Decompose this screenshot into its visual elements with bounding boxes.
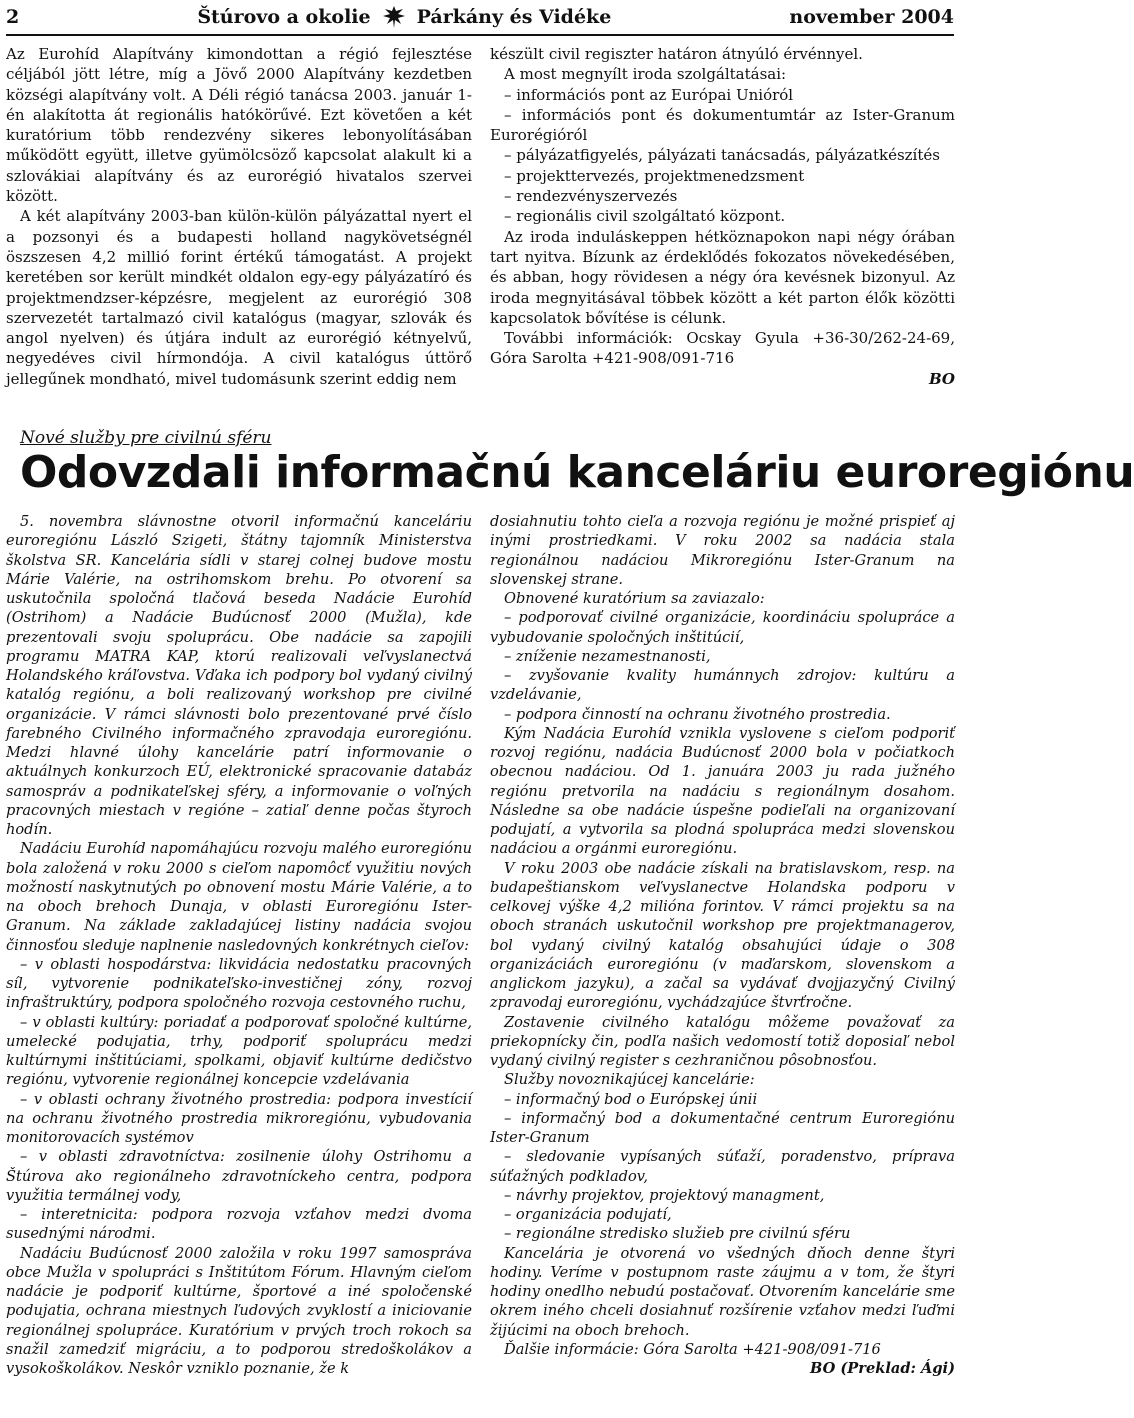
paragraph: Nadáciu Eurohíd napomáhajúcu rozvoju malého euroregiónu bola založená v roku 2000 s cieľom napomôcť využitiu nových možností naskytnutých po obnovení mostu Márie Valérie, a to na oboch brehoch Dunaja, v oblasti Euroregiónu Ister-Granum. Na základe zakladajúcej listiny nadácia svojou činnosťou sleduje naplnenie nasledovných konkrétnych cieľov: [6, 840, 472, 954]
list-item: – organizácia podujatí, [504, 1206, 672, 1223]
list-item: – v oblasti kultúry: poriadať a podporovať spoločné kultúrne, umelecké podujatia, trhy, podporiť spoluprácu medzi kultúrnymi inštitúciami, spolkami, objaviť kultúrne dedičstvo regiónu, vytvorenie regionálnej koncepcie vzdelávania [6, 1013, 472, 1089]
list-item: – podporovať civilné organizácie, koordináciu spolupráce a vybudovanie spoločných inštitúcií, [490, 609, 955, 646]
masthead-title-left: Štúrovo a okolie [197, 6, 371, 28]
list-item: – regionális civil szolgáltató központ. [504, 207, 786, 226]
sk-column-1 [6, 512, 472, 1378]
paragraph: A két alapítvány 2003-ban külön-külön pályázattal nyert el a pozsonyi és a budapesti holland nagykövetségnél öszszesen 4,2 millió forint értékű támogatást. A projekt keretében sor került mindkét oldalon egy-egy pályázatíró és projektmendzser-képzésre, megjelent az eurorégió 308 szervezetét tartalmazó civil katalógus (magyar, szlovák és angol nyelven) és útjára indult az eurorégió kétnyelvű, negyedéves civil hírmondója. A civil katalógus úttörő jellegűnek mondható, mivel tudomásunk szerint eddig nem [6, 207, 472, 388]
services-lead: A most megnyílt iroda szolgáltatásai: [504, 65, 787, 84]
paragraph: 5. novembra slávnostne otvoril informačnú kanceláriu euroregiónu László Szigeti, štátny tajomník Ministerstva školstva SR. Kancelária sídli v starej colnej budove mostu Márie Valérie, na ostrihomskom brehu. Po otvorení sa uskutočnila spoločná tlačová beseda Nadácie Eurohíd (Ostrihom) a Nadácie Budúcnosť 2000 (Mužla), kde prezentovali svoju spoluprácu. Obe nadácie sa zapojili programu MATRA KAP, ktorú realizovali veľvyslanectvá Holandského kráľovstva. Vďaka ich podpory bol vydaný civilný katalóg regiónu, a boli realizovaný workshop pre civilné organizácie. V rámci slávnosti bolo prezentované prvé číslo farebného Civilného informačného zpravodaja euroregiónu. Medzi hlavné úlohy kancelárie patrí informovanie o aktuálnych konkurzoch EÚ, elektronické spracovanie databáz samospráv a podnikateľskej sféry, a informovanie o voľných pracovných miestach v regióne – zatiaľ denne počas štyroch hodín. [6, 513, 472, 838]
headline: Odovzdali informačnú kanceláriu euroregiónu [20, 447, 1134, 498]
list-item: – zníženie nezamestnanosti, [504, 647, 711, 665]
list-item: – információs pont és dokumentumtár az Ister-Granum Eurorégióról [490, 105, 955, 145]
list-item: – projekttervezés, projektmenedzsment [504, 166, 805, 185]
paragraph: készült civil regiszter határon átnyúló érvénnyel. [490, 45, 863, 63]
list-item: – pályázatfigyelés, pályázati tanácsadás, pályázatkészítés [504, 146, 940, 165]
page-header [6, 0, 954, 36]
signature: BO [928, 369, 955, 388]
paragraph: Az Eurohíd Alapítvány kimondottan a régió fejlesztése céljából jött létre, míg a Jövő 2000 Alapítvány kezdetben községi alapítvány volt. A Déli régió tanácsa 2003. január 1-én alakította át regionális hatókörűvé. Ezt követően a két kuratórium több rendezvény sikeres lebonyolításában működött együtt, illetve gyümölcsöző kapcsolat alakult ki a szlovákiai alapítvány és az eurorégió hivatalos szervei között. [6, 45, 472, 206]
contact-info: További információk: Ocskay Gyula +36-30/262-24-69, Góra Sarolta +421-908/091-716 [490, 329, 955, 368]
list-item: – információs pont az Európai Unióról [504, 85, 794, 104]
list-item: – návrhy projektov, projektový managment, [504, 1186, 825, 1204]
list-item: – regionálne stredisko služieb pre civilnú sféru [504, 1225, 851, 1243]
list-item: – zvyšovanie kvality humánnych zdrojov: kultúru a vzdelávanie, [490, 667, 955, 704]
hu-column-2 [490, 44, 955, 389]
list-item: – v oblasti hospodárstva: likvidácia nedostatku pracovných síl, vytvorenie podnikateľsko-investičnej zóny, rozvoj infraštruktúry, podpora spoločného rozvoja cestovného ruchu, [6, 955, 472, 1012]
paragraph: Služby novoznikajúcej kancelárie: [504, 1071, 755, 1089]
list-item: – v oblasti zdravotníctva: zosilnenie úlohy Ostrihomu a Štúrova ako regionálneho zdravotníckeho centra, podpora využitia termálnej vody, [6, 1148, 472, 1204]
paragraph: Az iroda induláskeppen hétköznapokon napi négy órában tart nyitva. Bízunk az érdeklődés fokozatos növekedésében, és abban, hogy rövidesen a négy óra kevésnek bizonyul. Az iroda megnyitásával többek között a két parton élők közötti kapcsolatok bővítése is célunk. [490, 227, 955, 327]
paragraph: Obnovené kuratórium sa zaviazalo: [504, 590, 765, 607]
signature: BO (Preklad: Ági) [809, 1360, 955, 1377]
list-item: – interetnicita: podpora rozvoja vzťahov medzi dvoma susednými národmi. [6, 1206, 472, 1243]
paragraph: Nadáciu Budúcnosť 2000 založila v roku 1997 samospráva obce Mužla v spolupráci s Inštitútom Fórum. Hlavným cieľom nadácie je podporiť kultúrne, športové a iné spoločenské podujatia, ochrana miestnych ľudových zvyklostí a iniciovanie regionálnej spolupráce. Kuratórium v prvých troch rokoch sa snažil zamedziť migráciu, a to podporou stredoškolákov a vysokoškolákov. Neskôr vzniklo poznanie, že k [6, 1244, 472, 1377]
paragraph: Zostavenie civilného katalógu môžeme považovať za priekopnícky čin, podľa našich vedomostí totiž doposiaľ nebol vydaný civilný register s cezhraničnou pôsobnosťou. [490, 1013, 955, 1069]
list-item: – informačný bod o Európskej únii [504, 1090, 758, 1108]
sk-column-2 [490, 512, 955, 1378]
hu-column-1 [6, 44, 472, 389]
masthead [197, 4, 611, 30]
paragraph: dosiahnutiu tohto cieľa a rozvoja regiónu je možné prispieť aj inými prostriedkami. V roku 2002 sa nadácia stala regionálnou nadáciou Mikroregiónu Ister-Granum na slovenskej strane. [490, 513, 955, 588]
paragraph: Kým Nadácia Eurohíd vznikla vyslovene s cieľom podporiť rozvoj regiónu, nadácia Budúcnosť 2000 bola v počiatkoch obecnou nadáciou. Od 1. januára 2003 ju rada južného regiónu pretvorila na nadáciu s regionálnym dosahom. Následne sa obe nadácie úspešne podieľali na organizovaní podujatí, a vytvorila sa plodná spolupráca medzi slovenskou nadáciou a orgánmi euroregiónu. [490, 724, 955, 858]
paragraph: Kancelária je otvorená vo všedných dňoch denne štyri hodiny. Veríme v postupnom raste záujmu a v tom, že štyri hodiny onedlho nebudú postačovať. Otvorením kancelárie sme okrem iného chceli dosiahnuť rozšírenie vzťahov medzi ľuďmi žijúcimi na oboch brehoch. [490, 1244, 955, 1339]
list-item: – v oblasti ochrany životného prostredia: podpora investícií na ochranu životného prostredia mikroregiónu, vybudovania monitorovacích systémov [6, 1090, 472, 1146]
masthead-title-right: Párkány és Vidéke [416, 6, 612, 28]
list-item: – informačný bod a dokumentačné centrum Euroregiónu Ister-Granum [490, 1109, 955, 1146]
section-label: Nové služby pre civilnú sféru [20, 428, 272, 448]
list-item: – rendezvényszervezés [504, 187, 678, 206]
list-item: – sledovanie vypísaných súťaží, poradenstvo, príprava súťažných podkladov, [490, 1148, 955, 1185]
issue-date: november 2004 [789, 6, 954, 28]
page-number: 2 [6, 6, 20, 28]
paragraph: V roku 2003 obe nadácie získali na bratislavskom, resp. na budapeštianskom veľvyslanectve Holandska podporu v celkovej výške 4,2 milióna forintov. V rámci projektu sa na oboch stranách uskutočnil workshop pre projektmanagerov, bol vydaný civilný katalóg obsahujúci údaje o 308 organizáciách euroregiónu (v maďarskom, slovenskom a anglickom jazyku), a začal sa vydávať dvojjazyčný Civilný zpravodaj euroregiónu, vychádzajúce štvrťročne. [490, 859, 955, 1012]
list-item: – podpora činností na ochranu životného prostredia. [504, 705, 891, 723]
eagle-icon [381, 4, 407, 30]
contact-info: Ďalšie informácie: Góra Sarolta +421-908/091-716 [504, 1340, 881, 1358]
